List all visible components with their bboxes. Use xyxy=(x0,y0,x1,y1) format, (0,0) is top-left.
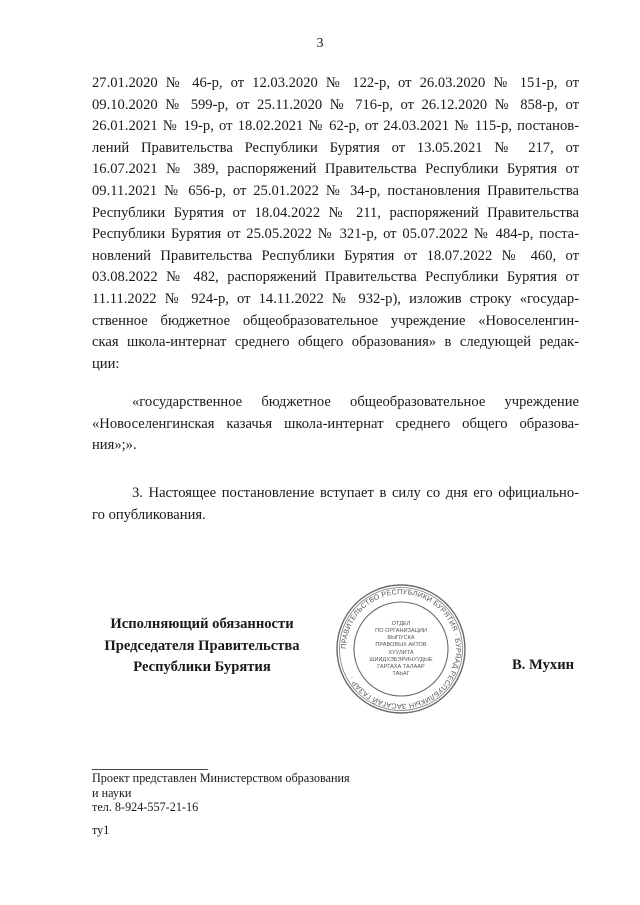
body-line: ственное бюджетное общеобразовательное учреждение «Новоселенгин- xyxy=(92,312,579,329)
body-line: Республики Бурятия от 18.04.2022 № 211, распоряжений Правительства xyxy=(92,204,579,221)
quoted-amendment xyxy=(92,392,579,457)
body-line: ская школа-интернат среднего общего образования» в следующей редак- xyxy=(92,334,579,351)
footnote-line: и науки xyxy=(92,785,132,800)
official-seal-stamp xyxy=(334,582,468,716)
body-paragraph xyxy=(92,73,579,375)
body-line: лений Правительства Республики Бурятия от 13.05.2021 № 217, от xyxy=(92,139,579,156)
body-line: Республики Бурятия от 25.05.2022 № 321-р, от 05.07.2022 № 484-р, поста- xyxy=(92,226,579,243)
seal-outer-text: ПРАВИТЕЛЬСТВО РЕСПУБЛИКИ БУРЯТИЯ · БУРЯАД РЕСПУБЛИКЫН ЗАСАГАЙ ГАЗАР · xyxy=(338,586,464,712)
signatory-title-line: Республики Бурятия xyxy=(133,659,271,676)
body-line: 03.08.2022 № 482, распоряжений Правительства Республики Бурятия от xyxy=(92,269,579,286)
typist-initials: ту1 xyxy=(92,823,110,837)
footnote-phone: тел. 8-924-557-21-16 xyxy=(92,800,199,814)
para3-line: го опубликования. xyxy=(92,506,206,523)
signatory-title xyxy=(92,614,312,679)
body-line: 16.07.2021 № 389, распоряжений Правительства Республики Бурятия от xyxy=(92,161,579,178)
seal-inner-line: ПРАВОВЫХ АКТОВ xyxy=(375,642,427,648)
page-number: 3 xyxy=(316,36,324,51)
quote-line: ния»;». xyxy=(92,437,137,454)
para3-line: 3. Настоящее постановление вступает в силу со дня его официально- xyxy=(132,485,579,501)
body-line: 11.11.2022 № 924-р, от 14.11.2022 № 932-р), изложив строку «государ- xyxy=(92,290,579,307)
body-line: 27.01.2020 № 46-р, от 12.03.2020 № 122-р, от 26.03.2020 № 151-р, от xyxy=(92,75,579,91)
footnote-divider xyxy=(92,769,208,770)
body-line: 09.10.2020 № 599-р, от 25.11.2020 № 716-р, от 26.12.2020 № 858-р, от xyxy=(92,96,579,113)
body-line: 26.01.2021 № 19-р, от 18.02.2021 № 62-р, от 24.03.2021 № 115-р, постанов- xyxy=(92,118,579,135)
signatory-title-line: Исполняющий обязанности xyxy=(110,616,294,632)
body-line: 09.11.2021 № 656-р, от 25.01.2022 № 34-р, постановления Правительства xyxy=(92,182,579,199)
seal-inner-line: ОТДЕЛ xyxy=(391,621,411,627)
body-line: новлений Правительства Республики Бурятия от 18.07.2022 № 460, от xyxy=(92,247,579,264)
signatory-title-line: Председателя Правительства xyxy=(104,637,300,654)
seal-inner-line: ПО ОРГАНИЗАЦИИ xyxy=(375,628,427,634)
quote-line: «государственное бюджетное общеобразовательное учреждение xyxy=(132,394,579,410)
seal-inner-line: ВЫПУСКА xyxy=(387,635,415,641)
signatory-name: В. Мухин xyxy=(512,657,575,673)
seal-inner-line: ГАРГАХА ТАЛААР xyxy=(377,664,425,670)
footnote xyxy=(92,771,350,815)
seal-inner-line: ШИИДХЭБЭРИНУУДЫЕ xyxy=(369,657,433,663)
footnote-line: Проект представлен Министерством образования xyxy=(92,771,350,785)
paragraph-3 xyxy=(92,483,579,526)
body-line: ции: xyxy=(92,355,120,372)
seal-inner-line: ТАЬАГ xyxy=(392,671,410,677)
seal-inner-line: ХУУЛИТА xyxy=(388,650,414,656)
quote-line: «Новоселенгинская казачья школа-интернат среднего общего образова- xyxy=(92,415,579,432)
